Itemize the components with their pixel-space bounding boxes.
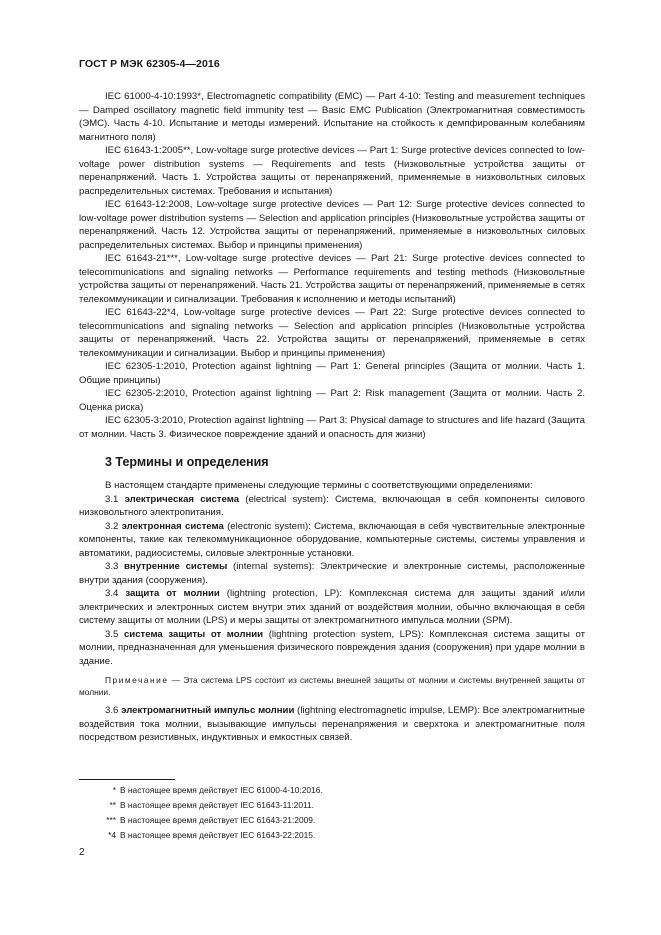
page-content (79, 90, 585, 745)
note-text: — Эта система LPS состоит из системы внешней защиты от молнии и системы внутренней защиты от молнии. (79, 675, 585, 697)
reference-iec-62305-3: IEC 62305-3:2010, Protection against lightning — Part 3: Physical damage to structures and life hazard (Защита от молнии. Часть 3. Физическое повреждение зданий и опасность для жизни) (79, 415, 585, 440)
term-name: электромагнитный импульс молнии (121, 705, 295, 716)
reference-iec-61000-4-10: IEC 61000-4-10:1993*, Electromagnetic compatibility (EMC) — Part 4-10: Testing and measurement techniques — Damped oscillatory magnetic field immunity test — Basic EMC Publication (Электромагнитная совместимость (ЭМС). Часть 4-10. Испытание и методы измерений. Испытание на стойкость к демпфированным колебаниям магнитного поля) (79, 91, 585, 143)
footnote-mark: *4 (108, 830, 116, 840)
footnote-mark: * (112, 785, 116, 795)
footnote (79, 798, 585, 813)
term-3-5 (79, 628, 585, 669)
note (79, 674, 585, 698)
term-definition: (electronic system): Система, включающая в себя чувствительные электронные компоненты, такие как телекоммуникационное оборудование, компьютерные системы, системы управления и автоматики, радиосистемы, силовые электронные установки. (79, 520, 586, 559)
footnote (79, 828, 585, 843)
footnote-text: В настоящее время действует IEC 61643-11:2011. (120, 800, 315, 810)
term-name: защита от молнии (125, 588, 220, 599)
reference-iec-62305-1: IEC 62305-1:2010, Protection against lightning — Part 1: General principles (Защита от молнии. Часть 1. Общие принципы) (79, 361, 585, 386)
document-header: ГОСТ Р МЭК 62305-4—2016 (79, 58, 220, 70)
term-3-6 (79, 704, 585, 745)
footnote-text: В настоящее время действует IEC 61643-21:2009. (120, 815, 316, 825)
footnote (79, 783, 585, 798)
page-number: 2 (79, 847, 85, 858)
term-number: 3.6 (105, 705, 119, 716)
term-3-3 (79, 560, 585, 587)
term-3-2 (79, 520, 585, 561)
footnote-mark: ** (109, 800, 116, 810)
term-number: 3.2 (105, 520, 119, 532)
footnote-separator (79, 779, 175, 780)
term-definition: (electrical system): Система, включающая в себя компоненты силового низковольтного электропитания. (79, 493, 585, 518)
term-3-1 (79, 493, 585, 520)
term-number: 3.5 (105, 628, 119, 640)
reference-iec-61643-22: IEC 61643-22*4, Low-voltage surge protective devices — Part 22: Surge protective devices connected to telecommunications and signaling networks — Selection and application principles (Низковольтные устройства защиты от перенапряжений. Часть 22. Устройства защиты от перенапряжений, применяемые в сетях телекоммуникации и сигнализации. Выбор и принципы применения) (79, 307, 585, 359)
section-title: 3 Термины и определения (105, 455, 269, 469)
footnote-mark: *** (106, 815, 116, 825)
term-name: внутренние системы (124, 561, 228, 572)
footnotes (79, 783, 585, 843)
reference-iec-61643-21: IEC 61643-21***, Low-voltage surge protective devices — Part 21: Surge protective devices connected to telecommunications and signaling networks — Performance requirements and testing methods (Низковольтные устройства защиты от перенапряжений. Часть 21. Устройства защиты от перенапряжений, применяемые в сетях телекоммуникации и сигнализации. Требования к исполнению и методы испытаний) (79, 253, 585, 305)
term-definition: (lightning protection, LP): Комплексная система для защиты зданий и/или электрических и электронных систем внутри этих зданий от воздействия молнии, обычно включающая в себя систему защиты от молнии (LPS) и меры защиты от электромагнитного импульса молнии (SPM). (79, 588, 585, 626)
term-definition: (lightning protection system, LPS): Комплексная система защиты от молнии, предназначенная для уменьшения физического повреждения здания (сооружения) при ударе молнии в здание. (79, 628, 585, 667)
footnote-text: В настоящее время действует IEC 61643-22:2015. (120, 830, 316, 840)
footnote-text: В настоящее время действует IEC 61000-4-10:2016. (120, 785, 323, 795)
reference-iec-61643-12: IEC 61643-12:2008, Low-voltage surge protective devices — Part 12: Surge protective devices connected to low-voltage power distribution systems — Selection and application principles (Низковольтные устройства защиты от перенапряжений. Часть 12. Устройства защиты от перенапряжений, применяемые в низковольтных силовых распределительных системах. Выбор и принципы применения) (79, 199, 585, 251)
term-name: электрическая система (124, 493, 240, 505)
term-name: электронная система (121, 520, 224, 532)
term-3-4 (79, 587, 585, 628)
section-intro: В настоящем стандарте применены следующие термины с соответствующими определениями: (105, 480, 533, 491)
term-definition: (internal systems): Электрические и электронные системы, расположенные внутри здания (сооружения). (79, 561, 585, 586)
footnote (79, 813, 585, 828)
term-number: 3.4 (105, 588, 119, 599)
reference-iec-62305-2: IEC 62305-2:2010, Protection against lightning — Part 2: Risk management (Защита от молнии. Часть 2. Оценка риска) (79, 388, 585, 413)
reference-iec-61643-1: IEC 61643-1:2005**, Low-voltage surge protective devices — Part 1: Surge protective devices connected to low-voltage power distribution systems — Requirements and tests (Низковольтные устройства защиты от перенапряжений. Часть 1. Устройства защиты от перенапряжений, применяемые в низковольтных силовых распределительных системах. Требования и испытания) (79, 145, 585, 197)
term-number: 3.1 (105, 493, 119, 505)
term-number: 3.3 (105, 561, 119, 572)
term-name: система защиты от молнии (123, 628, 264, 640)
note-label: Примечание (105, 675, 169, 685)
term-definition: (lightning electromagnetic impulse, LEMP): Все электромагнитные воздействия тока молнии, вызывающие импульсы перенапряжения и сверхтока и электромагнитные поля посредством резистивных, индуктивных и емкостных связей. (79, 705, 585, 743)
